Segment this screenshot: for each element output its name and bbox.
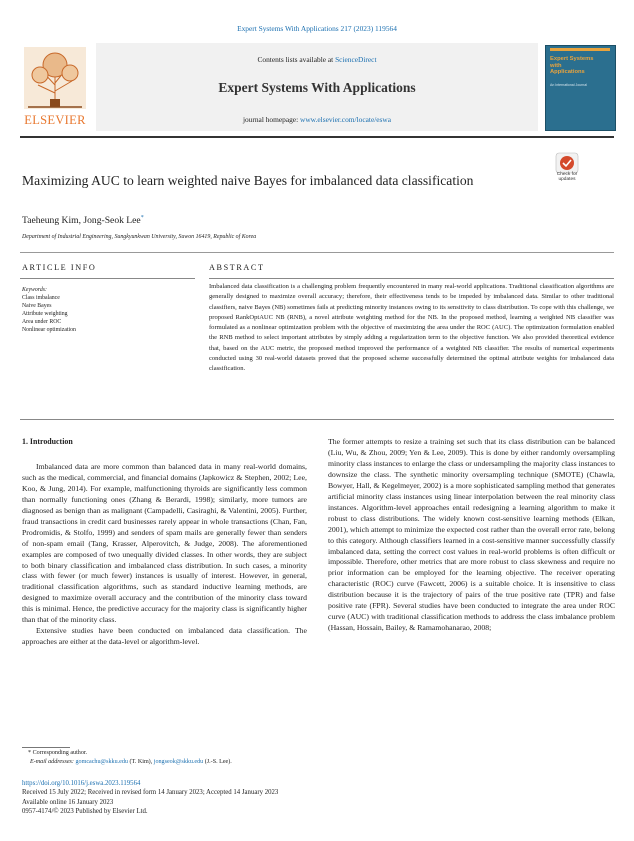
keyword-item: Naive Bayes <box>22 303 52 310</box>
abstract-rule <box>209 278 614 279</box>
affiliation: Department of Industrial Engineering, Sungkyunkwan University, Suwon 16419, Republic of Korea <box>22 234 257 240</box>
affiliation-rule <box>20 252 614 253</box>
elsevier-logo <box>20 45 90 131</box>
footnote-rule <box>22 747 70 748</box>
copyright: 0957-4174/© 2023 Published by Elsevier Ltd. <box>22 807 148 815</box>
section-heading-introduction: 1. Introduction <box>22 437 73 446</box>
keywords-block <box>22 286 192 335</box>
footnote-emails: E-mail addresses: gomcachu@skku.edu (T. Kim), jongseok@skku.edu (J.-S. Lee). <box>30 759 232 765</box>
contents-line: Contents lists available at ScienceDirect <box>257 55 377 64</box>
homepage-link[interactable]: www.elsevier.com/locate/eswa <box>300 115 392 124</box>
keyword-item: Class imbalance <box>22 295 60 302</box>
elsevier-wordmark: ELSEVIER <box>24 113 86 127</box>
abstract-bottom-rule <box>20 419 614 420</box>
article-info-rule <box>20 278 195 279</box>
cover-title: Expert Systems with Applications <box>550 56 594 75</box>
body-paragraph: Extensive studies have been conducted on imbalanced data classification. The approaches are either at the data-level or algorithm-level. <box>22 626 307 647</box>
keywords-heading: Keywords: <box>22 287 47 293</box>
footnote-corresponding: * Corresponding author. <box>28 750 88 756</box>
cover-subtitle: An International Journal <box>550 83 587 87</box>
keyword-item: Nonlinear optimization <box>22 327 76 334</box>
journal-homepage: journal homepage: www.elsevier.com/locate/eswa <box>242 115 392 124</box>
body-column-right <box>328 437 615 634</box>
abstract-text: Imbalanced data classification is a challenging problem frequently encountered in many real-world applications. Traditional classification algorithms are generally designed to maximize overall accuracy; therefore, their effectiveness tends to be impeded by imbalanced data. Similar to other traditional classifiers, naive Bayes (NB) sometimes fails at predicting minority instances owing to its sensitivity to class distribution. To cope with this challenge, we proposed RankOptAUC NB (RNB), a novel attribute weighting method for the NB. In the proposed method, learning a weighted NB classifier was formulated as a nonlinear optimization problem with the objective of maximizing the area under the ROC (AUC). The optimization formulation enabled the RNB method to select important attributes by simply adding a regularization term to the objective function. We also provided theoretical evidence that, based on the AUC metric, the proposed method improved the performance of a weighted NB classifier. The results of numerical experiments conducted using 30 real-world datasets proved that the proposed scheme successfully determined the optimal attribute weights for imbalanced data classification. <box>209 283 614 373</box>
body-paragraph: The former attempts to resize a training set such that its class distribution can be balanced (Liu, Wu, & Zhou, 2009; Yen & Lee, 2009). This is done by either randomly oversampling minority class instances to enlarge the class or undersampling the majority class instances to downsize the class. The synthetic minority oversampling technique (SMOTE) (Chawla, Bowyer, Hall, & Kegelmeyer, 2002) is a more sophisticated sampling method that generates artificial minority class instances using linear interpolation between the real minority class instances. Algorithm-level approaches entail redesigning a learning algorithm to make it robust to class distributions. The widely known cost-sensitive learning methods (Elkan, 2001), which attempt to minimize the expected cost rather than the overall error rate, belong to this category. Although classifiers learned in a cost-sensitive manner successfully classify imbalanced data, setting the correct cost values in real-world problems is often difficult or impossible. Therefore, other metrics that are more robust to class skewness and require no prior information can be employed for the learning objective. The receiver operating characteristic (ROC) curve (Fawcett, 2006) is a suitable choice. It is insensitive to class distribution because it is the trajectory of pairs of the true positive rate (TPR) and false positive rate (FPR). Several studies have been conducted to integrate the area under ROC curve (AUC) with traditional classification methods to address the class imbalance problem (Hassan, Hossain, Bailey, & Ramamohanarao, 2008; <box>328 437 615 633</box>
abstract-heading: ABSTRACT <box>209 263 265 272</box>
available-online: Available online 16 January 2023 <box>22 798 114 806</box>
article-title: Maximizing AUC to learn weighted naive Bayes for imbalanced data classification <box>22 173 474 188</box>
received-dates: Received 15 July 2022; Received in revised form 14 January 2023; Accepted 14 January 2023 <box>22 789 279 797</box>
journal-cover[interactable] <box>545 45 616 131</box>
cover-bar <box>550 48 610 51</box>
authors: Taeheung Kim, Jong-Seok Lee* <box>22 215 144 227</box>
email-link[interactable]: jongseok@skku.edu <box>153 759 204 765</box>
body-paragraph: Imbalanced data are more common than balanced data in many real-world domains, such as the medical, commercial, and financial domains (Japkowicz & Stephen, 2002; Lee, Koo, & Jung, 2014). For example, malfunctioning thyroids are significantly less common than normally functioning ones (Zhang & Berardi, 1998); similarly, more tumors are diagnosed as benign than as malignant (Campadelli, Casiraghi, & Valentini, 2005). Further, fraud transactions in credit card businesses rarely appear in whole transactions (Chan, Fan, Prodromidis, & Stolfo, 1999) and senders of spam mails are generally fewer than senders of non-spam email (Tang, Krasser, Alperovitch, & Judge, 2008). The aforementioned examples are composed of two unequally divided classes. In other words, they are subject to both binary classification and imbalanced class distribution. In such cases, a minority class with fewer (or much fewer) instances is usually of interest. However, in general, traditional classification algorithms, such as standard inductive learning methods, are designed to maximize overall accuracy and the contribution of the minority class toward this is minimal. Hence, the predictive accuracy for the majority class is significantly higher than that of the minority class. <box>22 461 307 625</box>
footnote <box>22 749 602 767</box>
sciencedirect-link[interactable]: ScienceDirect <box>335 55 377 64</box>
keyword-item: Area under ROC <box>22 319 62 326</box>
check-for-updates-label[interactable]: Check for updates <box>556 172 578 182</box>
doi-link[interactable]: https://doi.org/10.1016/j.eswa.2023.119564 <box>22 780 141 787</box>
header-rule <box>20 136 614 138</box>
running-head[interactable]: Expert Systems With Applications 217 (2023) 119564 <box>237 24 397 33</box>
check-for-updates-icon[interactable] <box>549 152 585 188</box>
corresponding-author-mark[interactable]: * <box>140 215 144 221</box>
journal-name: Expert Systems With Applications <box>218 80 416 95</box>
body-column-left <box>22 437 307 648</box>
article-footer <box>22 779 602 816</box>
article-info-heading: ARTICLE INFO <box>22 263 97 272</box>
keyword-item: Attribute weighting <box>22 311 68 318</box>
email-link[interactable]: gomcachu@skku.edu <box>75 759 128 765</box>
